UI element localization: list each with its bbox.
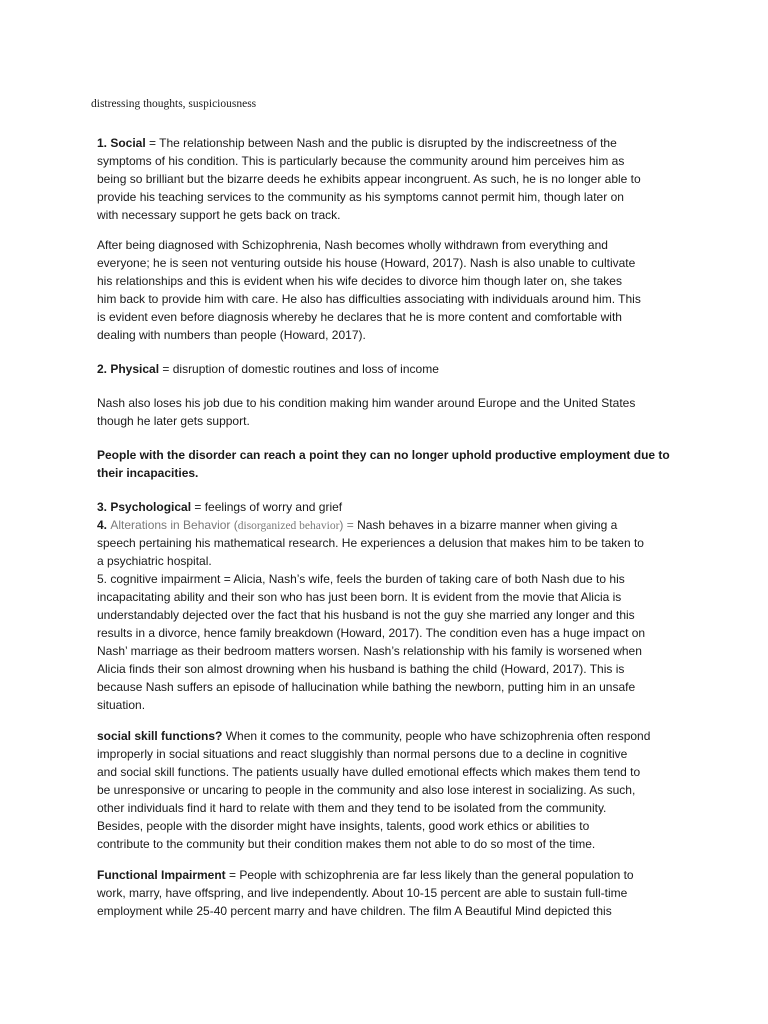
social-skill-paragraph-line	[97, 727, 650, 745]
physical-text: = disruption of domestic routines and loss of income	[159, 362, 439, 376]
job-loss-paragraph-line: Nash also loses his job due to his condition making him wander around Europe and the United States	[97, 396, 636, 410]
social-paragraph-line	[97, 134, 617, 152]
social-paragraph-line: symptoms of his condition. This is particularly because the community around him perceives him as	[97, 154, 625, 168]
behavior-heading-end: ) =	[339, 518, 358, 532]
psychological-heading: 3. Psychological	[97, 500, 192, 514]
withdrawal-paragraph-line: After being diagnosed with Schizophrenia, Nash becomes wholly withdrawn from everything and	[97, 238, 608, 252]
withdrawal-paragraph-line: his relationships and this is evident when his wife decides to divorce him though later on, she takes	[97, 274, 622, 288]
behavior-number: 4.	[97, 518, 111, 532]
psychological-paragraph-line	[97, 498, 342, 516]
behavior-subheading: disorganized behavior	[237, 520, 340, 532]
social-skill-paragraph-line: be unresponsive or uncaring to people in the community and also lose interest in socializing. As such,	[97, 783, 636, 797]
social-text: = The relationship between Nash and the public is disrupted by the indiscreetness of the	[145, 136, 617, 150]
behavior-heading: Alterations in Behavior (	[110, 518, 238, 532]
social-skill-heading: social skill functions?	[97, 729, 223, 743]
functional-impairment-paragraph-line: work, marry, have offspring, and live independently. About 10-15 percent are able to sustain full-time	[97, 886, 628, 900]
job-loss-paragraph-line: though he later gets support.	[97, 414, 250, 428]
functional-impairment-paragraph-line: employment while 25-40 percent marry and have children. The film A Beautiful Mind depicted this	[97, 904, 612, 918]
social-skill-paragraph-line: improperly in social situations and react sluggishly than normal persons due to a decline in cognitive	[97, 747, 628, 761]
physical-paragraph-line	[97, 360, 439, 378]
top-fragment-line: distressing thoughts, suspiciousness	[91, 98, 257, 110]
cognitive-paragraph-line: results in a divorce, hence family breakdown (Howard, 2017). The condition even has a huge impact on	[97, 626, 646, 640]
employment-paragraph-line: their incapacities.	[97, 466, 199, 480]
employment-paragraph-line: People with the disorder can reach a point they can no longer uphold productive employment due to	[97, 448, 670, 462]
social-skill-text: When it comes to the community, people who have schizophrenia often respond	[222, 729, 651, 743]
behavior-paragraph-line: speech pertaining his mathematical research. He experiences a delusion that makes him to be taken to	[97, 536, 644, 550]
functional-impairment-heading: Functional Impairment	[97, 868, 226, 882]
cognitive-paragraph-line: incapacitating ability and their son who has just been born. It is evident from the movie that Alicia is	[97, 590, 622, 604]
behavior-paragraph-line	[97, 516, 617, 535]
social-paragraph-line: with necessary support he gets back on track.	[97, 208, 341, 222]
cognitive-paragraph-line: Alicia finds their son almost drowning when his husband is bathing the child (Howard, 2017). This is	[97, 662, 625, 676]
cognitive-paragraph-line: understandably dejected over the fact that his husband is not the guy she married any longer and this	[97, 608, 635, 622]
cognitive-paragraph-line: 5. cognitive impairment = Alicia, Nash’s wife, feels the burden of taking care of both Nash due to his	[97, 572, 625, 586]
withdrawal-paragraph-line: dealing with numbers than people (Howard, 2017).	[97, 328, 366, 342]
withdrawal-paragraph-line: is evident even before diagnosis whereby he declares that he is more content and comfortable with	[97, 310, 622, 324]
social-heading: 1. Social	[97, 136, 146, 150]
social-skill-paragraph-line: contribute to the community but their condition makes them not able to do so most of the time.	[97, 837, 596, 851]
social-skill-paragraph-line: and social skill functions. The patients usually have dulled emotional effects which makes them tend to	[97, 765, 641, 779]
behavior-paragraph-line: a psychiatric hospital.	[97, 554, 212, 568]
social-skill-paragraph-line: Besides, people with the disorder might have insights, talents, good work ethics or abilities to	[97, 819, 590, 833]
behavior-text: Nash behaves in a bizarre manner when giving a	[357, 518, 618, 532]
social-skill-paragraph-line: other individuals find it hard to relate with them and they tend to be isolated from the community.	[97, 801, 607, 815]
social-paragraph-line: being so brilliant but the bizarre deeds he exhibits appear incongruent. As such, he is no longer able to	[97, 172, 641, 186]
cognitive-paragraph-line: Nash’ marriage as their bedroom matters worsen. Nash’s relationship with his family is worsened when	[97, 644, 642, 658]
withdrawal-paragraph-line: everyone; he is seen not venturing outside his house (Howard, 2017). Nash is also unable to cultivate	[97, 256, 636, 270]
social-paragraph-line: provide his teaching services to the community as his symptoms cannot permit him, though later on	[97, 190, 624, 204]
physical-heading: 2. Physical	[97, 362, 160, 376]
functional-impairment-text: = People with schizophrenia are far less likely than the general population to	[225, 868, 634, 882]
functional-impairment-paragraph-line	[97, 866, 634, 884]
withdrawal-paragraph-line: him back to provide him with care. He also has difficulties associating with individuals around him. This	[97, 292, 641, 306]
cognitive-paragraph-line: because Nash suffers an episode of hallucination while bathing the newborn, putting him in an unsafe	[97, 680, 636, 694]
cognitive-paragraph-line: situation.	[97, 698, 146, 712]
psychological-text: = feelings of worry and grief	[191, 500, 343, 514]
